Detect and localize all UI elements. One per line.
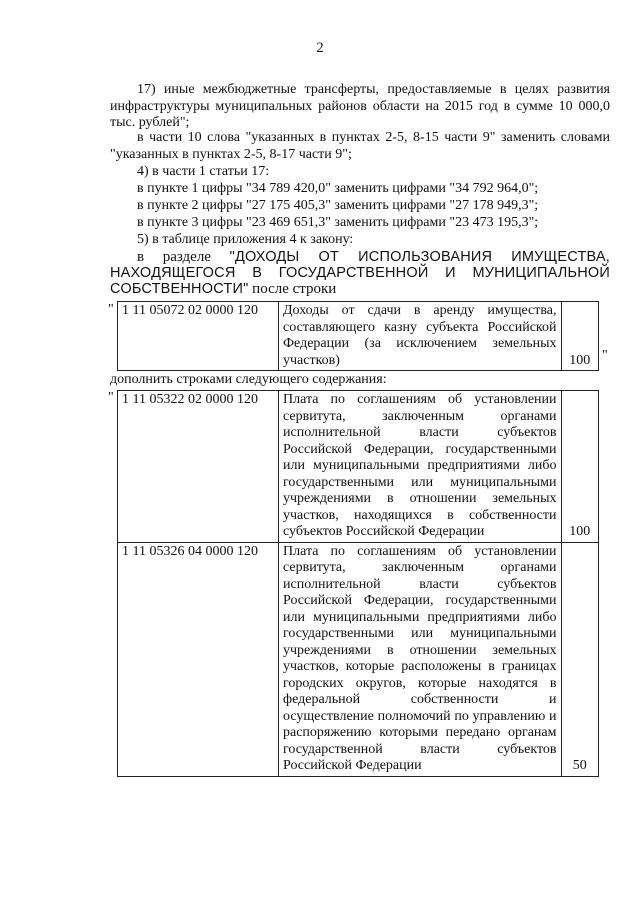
row-amount: 100 xyxy=(561,391,598,543)
paragraph-point-1: в пункте 1 цифры "34 789 420,0" заменить цифрами "34 792 964,0"; xyxy=(137,181,539,196)
row-code: 1 11 05072 02 0000 120 xyxy=(118,302,279,371)
row-code: 1 11 05322 02 0000 120 xyxy=(118,391,279,543)
add-rows-text: дополнить строками следующего содержания: xyxy=(110,372,387,387)
close-quote-1: " xyxy=(602,348,608,363)
row-description: Доходы от сдачи в аренду имущества, составляющего казну субъекта Российской Федерации (за исключением земельных участков) xyxy=(279,302,562,371)
page-number: 2 xyxy=(316,40,324,56)
paragraph-item-5: 5) в таблице приложения 4 к закону: xyxy=(137,232,354,247)
paragraph-item-17: 17) иные межбюджетные трансферты, предоставляемые в целях развития инфраструктуры муниципальных районов области на 2015 год в сумме 10 000,0 тыс. рублей"; xyxy=(110,82,610,130)
section-title: "ДОХОДЫ ОТ ИСПОЛЬЗОВАНИЯ ИМУЩЕСТВА, НАХОДЯЩЕГОСЯ В ГОСУДАРСТВЕННОЙ И МУНИЦИПАЛЬНОЙ СОБСТВЕННОСТИ" xyxy=(110,249,610,297)
section-lead: в разделе xyxy=(137,249,230,265)
table-row xyxy=(118,391,599,543)
row-amount: 100 xyxy=(561,302,598,371)
row-code: 1 11 05326 04 0000 120 xyxy=(118,542,279,776)
row-description: Плата по соглашениям об установлении сервитута, заключенным органами исполнительной власти субъектов Российской Федерации, государственными или муниципальными предприятиями либо государственными или муниципальными учреждениями в отношении земельных участков, находящихся в собственности субъектов Российской Федерации xyxy=(279,391,562,543)
existing-row-table xyxy=(117,301,599,371)
open-quote-1: " xyxy=(108,302,114,317)
section-heading xyxy=(110,249,610,297)
row-description: Плата по соглашениям об установлении сервитута, заключенным органами исполнительной власти субъектов Российской Федерации, государственными или муниципальными предприятиями либо государственными или муниципальными учреждениями в отношении земельных участков, которые расположены в границах городских округов, которые находятся в федеральной собственности и осуществление полномочий по управлению и распоряжению которыми передано органам государственной власти субъектов Российской Федерации xyxy=(279,542,562,776)
new-rows-table xyxy=(117,390,599,777)
open-quote-2: " xyxy=(108,390,114,405)
table-row xyxy=(118,302,599,371)
paragraph-part-10: в части 10 слова "указанных в пунктах 2-5, 8-15 части 9" заменить словами "указанных в пунктах 2-5, 8-17 части 9"; xyxy=(110,130,610,162)
paragraph-item-4: 4) в части 1 статьи 17: xyxy=(137,164,270,179)
table-row xyxy=(118,542,599,776)
paragraph-point-2: в пункте 2 цифры "27 175 405,3" заменить цифрами "27 178 949,3"; xyxy=(137,198,539,213)
row-amount: 50 xyxy=(561,542,598,776)
paragraph-point-3: в пункте 3 цифры "23 469 651,3" заменить цифрами "23 473 195,3"; xyxy=(137,215,539,230)
section-tail: после строки xyxy=(248,281,337,297)
